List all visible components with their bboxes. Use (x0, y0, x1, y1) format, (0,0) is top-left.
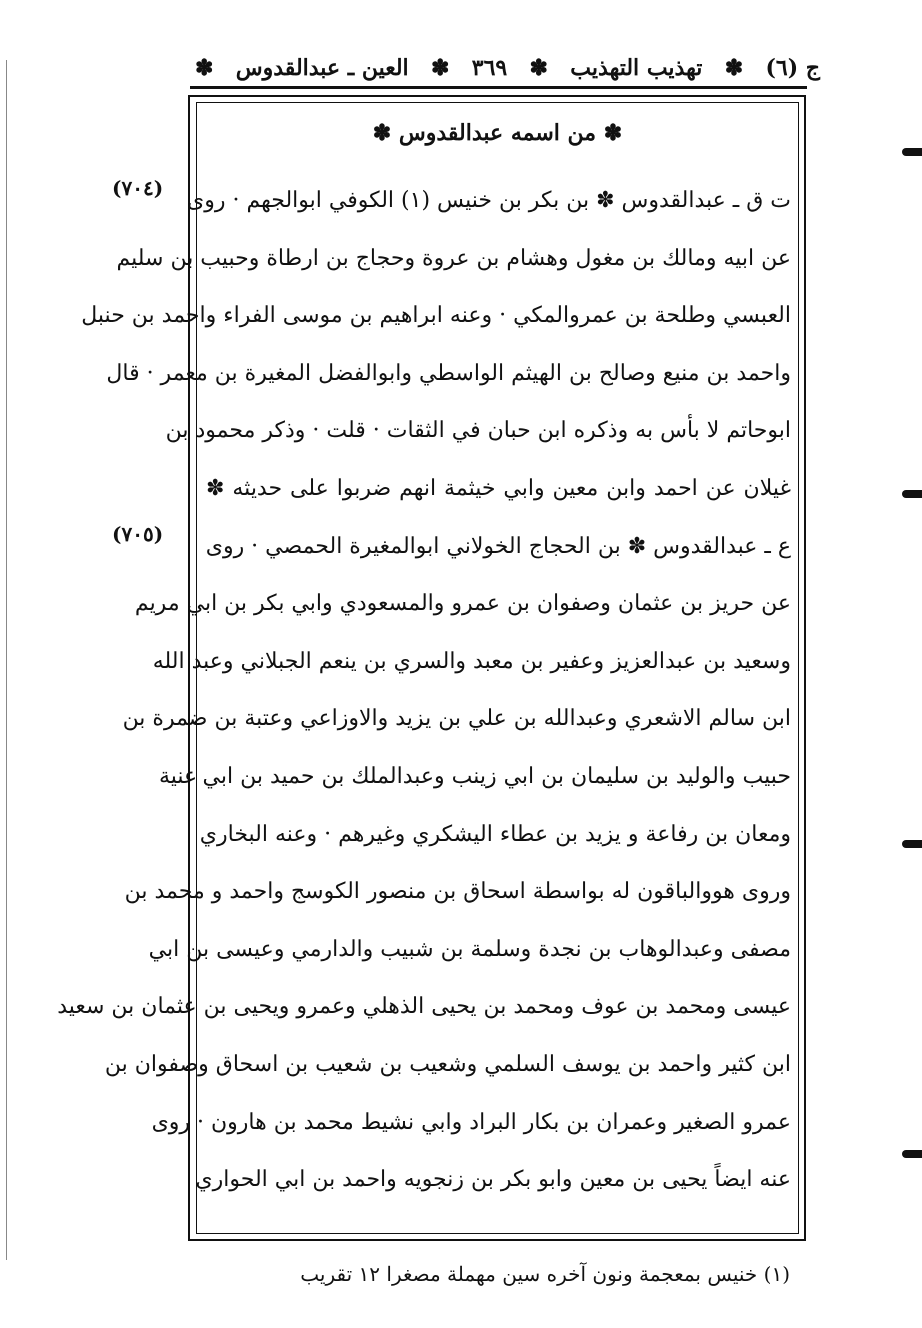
running-header (195, 48, 820, 88)
text-line: عن ابيه ومالك بن مغول وهشام بن عروة وحجاج بن ارطاة وحبيب بن سليم (116, 245, 791, 271)
ornament-icon: ✽ (724, 55, 744, 81)
page-number: ٣٦٩ (471, 55, 508, 81)
ornament-icon: ✽ (603, 120, 623, 146)
text-line: عن حريز بن عثمان وصفوان بن عمرو والمسعودي وابي بكر بن ابي مريم (134, 591, 791, 617)
ornament-icon: ✽ (529, 55, 548, 81)
text-line: ت ق ـ عبدالقدوس ✽ بن بكر بن خنيس (١) الكوفي ابوالجهم · روى (187, 188, 791, 213)
text-line: ومعان بن رفاعة و يزيد بن عطاء اليشكري وغيرهم · وعنه البخاري (199, 821, 791, 847)
ornament-icon: ✽ (372, 120, 392, 146)
ornament-icon: ✽ (195, 55, 214, 81)
section-heading (200, 120, 795, 146)
text-line: حبيب والوليد بن سليمان بن ابي زينب وعبدالملك بن حميد بن ابي غنية (158, 763, 791, 789)
entry-number: (٧٠٤) (112, 176, 164, 200)
text-line: وسعيد بن عبدالعزيز وعفير بن معبد والسري بن ينعم الجبلاني وعبد الله (152, 648, 791, 674)
scan-edge-mark (902, 840, 922, 848)
footnote: (١) خنيس بمعجمة ونون آخره سين مهملة مصغرا ١٢ تقريب (300, 1262, 790, 1286)
text-line: وروى هووالباقون له بواسطة اسحاق بن منصور الكوسج واحمد و محمد بن (124, 879, 791, 905)
scan-gutter-line (6, 60, 7, 1260)
text-line: عنه ايضاً يحيى بن معين وابو بكر بن زنجويه واحمد بن ابي الحواري (195, 1167, 791, 1193)
text-line: ابن كثير واحمد بن يوسف السلمي وشعيب بن شعيب بن اسحاق وصفوان بن (104, 1051, 791, 1077)
section-heading-text: من اسمه عبدالقدوس (398, 120, 597, 146)
header-rule (190, 86, 807, 89)
section-title: العين ـ عبدالقدوس (235, 55, 409, 81)
text-line: ع ـ عبدالقدوس ✽ بن الحجاج الخولاني ابوالمغيرة الحمصي · روى (205, 533, 791, 559)
ornament-icon: ✽ (430, 55, 450, 81)
text-line: غيلان عن احمد وابن معين وابي خيثمة انهم ضربوا على حديثه ✽ (206, 475, 791, 501)
text-line: واحمد بن منيع وصالح بن الهيثم الواسطي وابوالفضل المغيرة بن معمر · قال (106, 360, 791, 386)
book-title: تهذيب التهذيب (570, 55, 703, 81)
text-line: ابوحاتم لا بأس به وذكره ابن حبان في الثقات · قلت · وذكر محمود بن (165, 418, 791, 444)
text-line: ابن سالم الاشعري وعبدالله بن علي بن يزيد والاوزاعي وعتبة بن ضمرة بن (122, 706, 791, 732)
text-line: عمرو الصغير وعمران بن بكار البراد وابي نشيط محمد بن هارون · روى (151, 1109, 791, 1135)
scan-edge-mark (902, 1150, 922, 1158)
volume-label: ج (٦) (765, 55, 820, 81)
entry-number: (٧٠٥) (112, 522, 164, 546)
scan-edge-mark (902, 490, 922, 498)
text-line: العبسي وطلحة بن عمروالمكي · وعنه ابراهيم بن موسى الفراء واحمد بن حنبل (81, 303, 791, 329)
scan-edge-mark (902, 148, 922, 156)
text-line: عيسى ومحمد بن عوف ومحمد بن يحيى الذهلي وعمرو ويحيى بن عثمان بن سعيد (57, 994, 791, 1020)
text-line: مصفى وعبدالوهاب بن نجدة وسلمة بن شبيب والدارمي وعيسى بن ابي (148, 936, 791, 962)
